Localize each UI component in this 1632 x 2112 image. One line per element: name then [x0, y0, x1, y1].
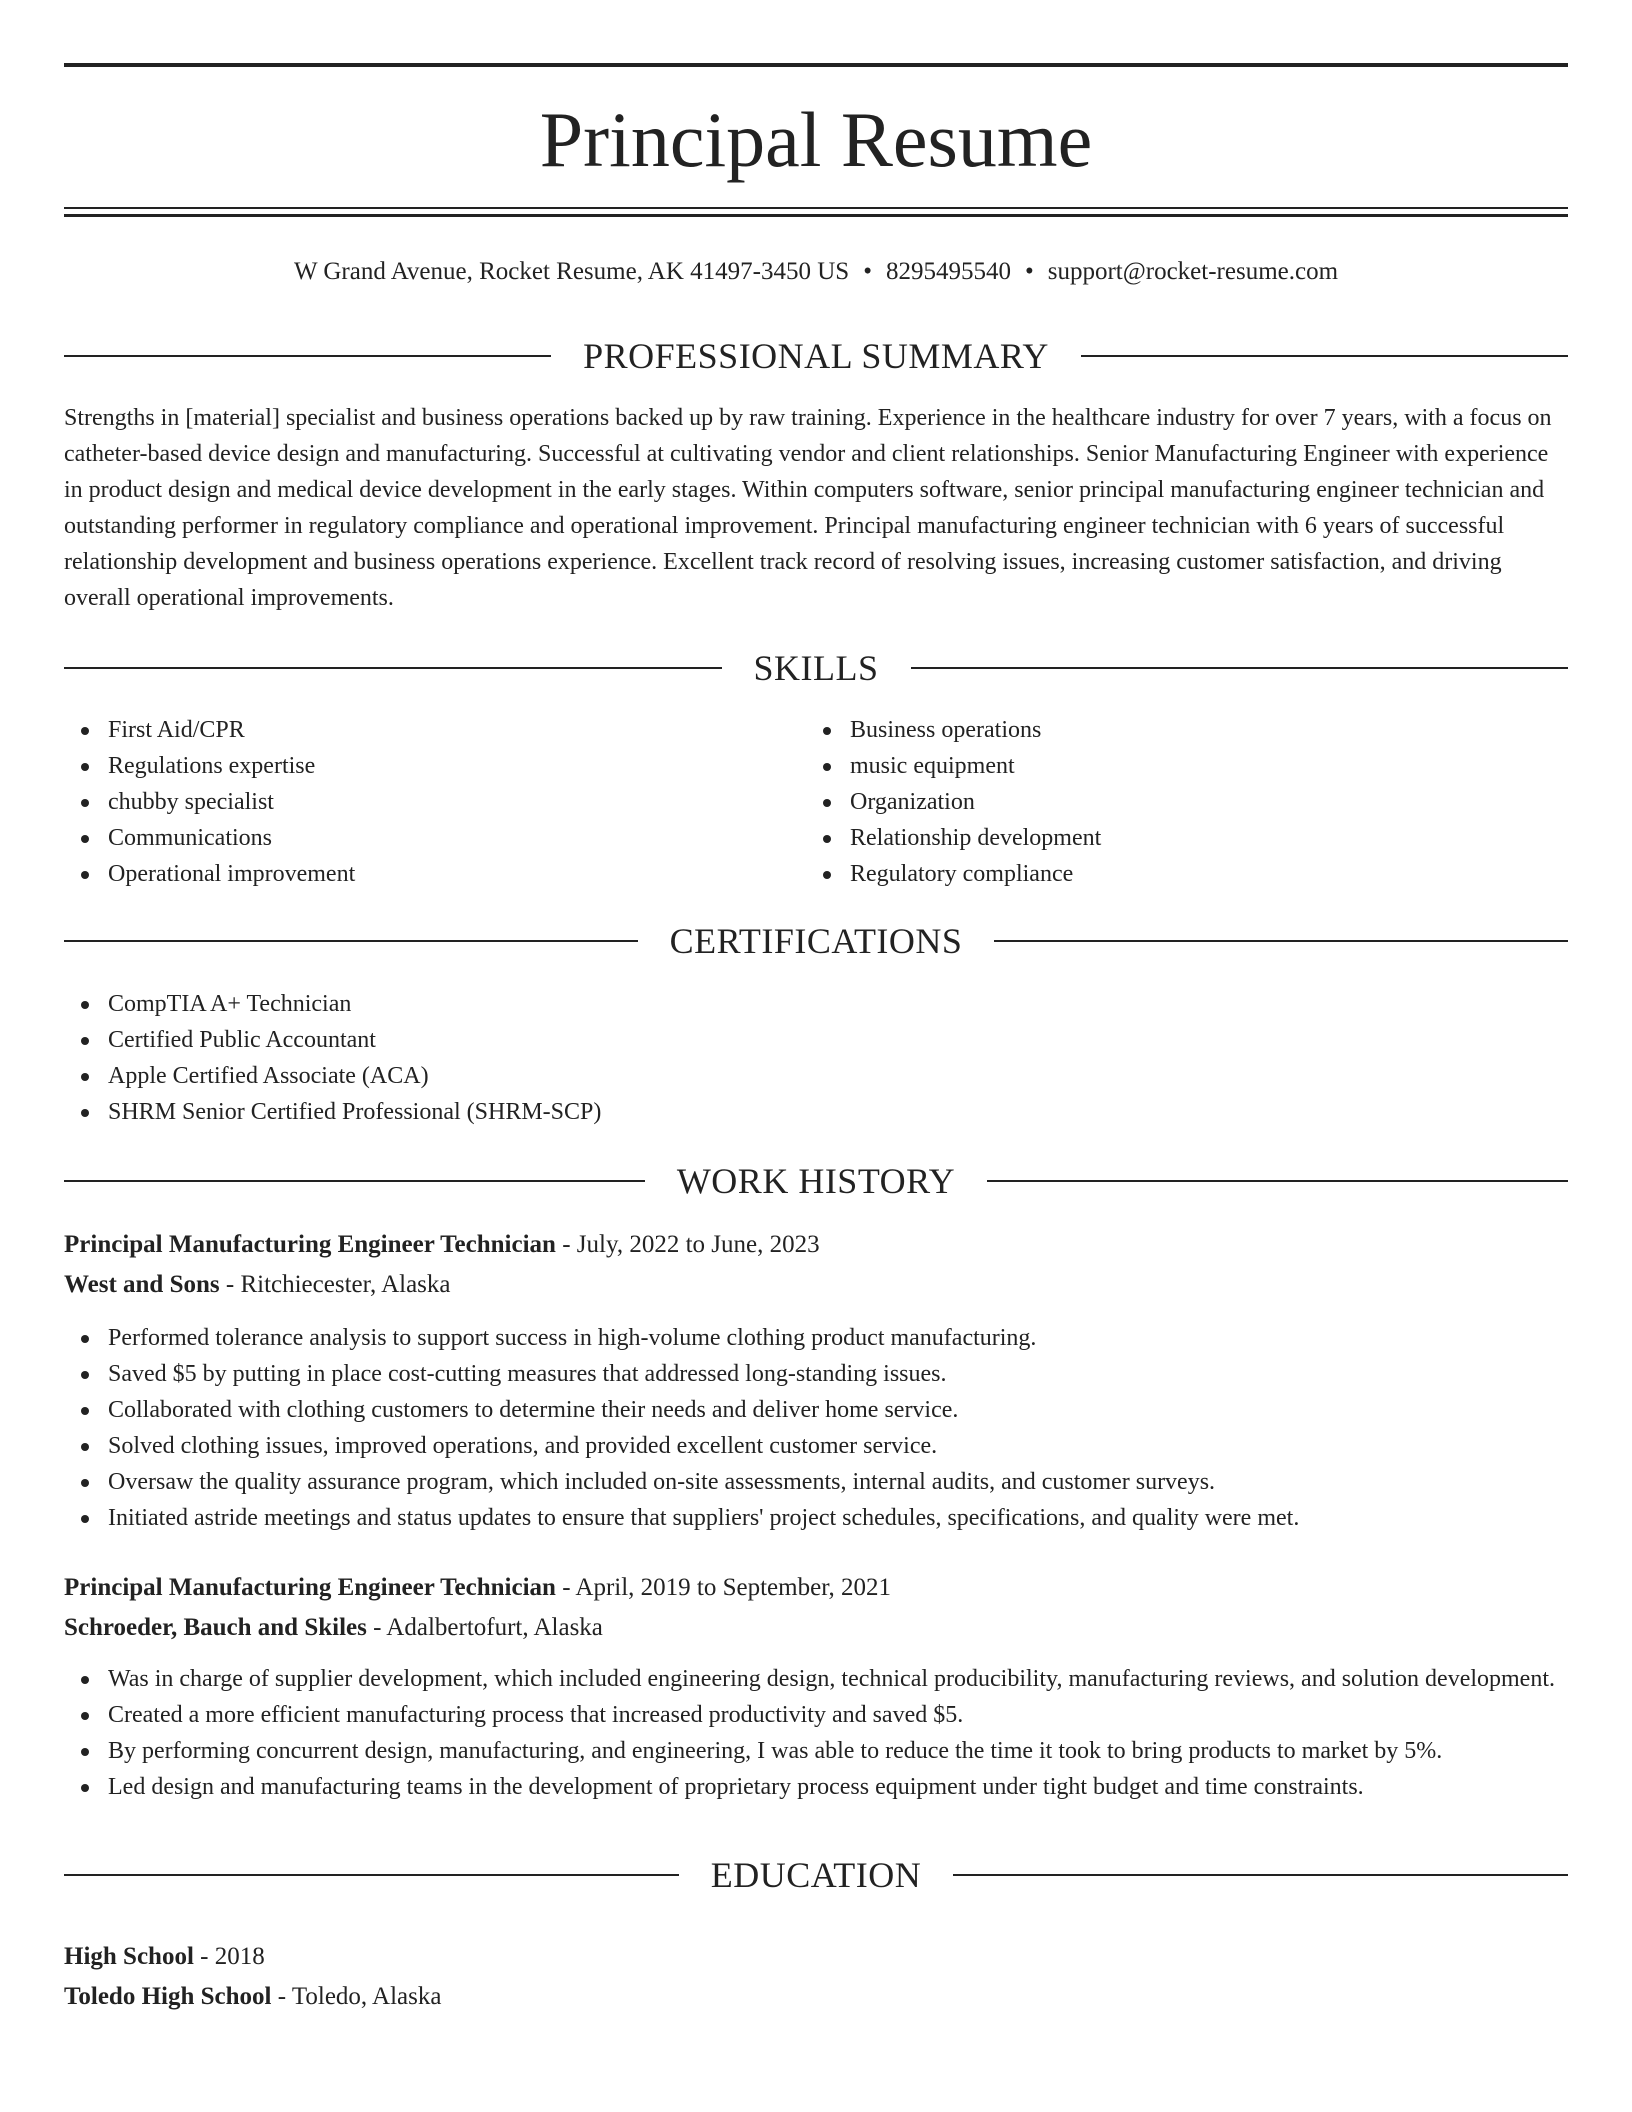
job-bullets	[64, 1320, 1568, 1536]
skill-item: Regulations expertise	[64, 748, 764, 784]
skill-item: Regulatory compliance	[806, 856, 1506, 892]
section-title: EDUCATION	[710, 1855, 922, 1895]
job-bullet: By performing concurrent design, manufacturing, and engineering, I was able to reduce the time it took to bring products to market by 5%.	[64, 1733, 1568, 1769]
job-entry	[64, 1568, 1568, 1648]
job-title: Principal Manufacturing Engineer Technician	[64, 1231, 556, 1258]
education-entry	[64, 1937, 1568, 2017]
education-year: - 2018	[193, 1943, 265, 1970]
contact-separator: •	[863, 258, 872, 285]
certification-item: Certified Public Accountant	[64, 1022, 1568, 1058]
contact-line	[64, 252, 1568, 292]
job-bullet: Led design and manufacturing teams in the development of proprietary process equipment under tight budget and time constraints.	[64, 1769, 1568, 1805]
header-rule-1	[64, 207, 1568, 209]
section-title: PROFESSIONAL SUMMARY	[583, 336, 1049, 376]
heading-rule	[64, 940, 638, 942]
skills-heading	[64, 643, 1568, 693]
header-top-rule	[64, 63, 1568, 67]
skills-list-right	[806, 712, 1506, 892]
education-location: - Toledo, Alaska	[271, 1983, 442, 2010]
job-bullet: Oversaw the quality assurance program, which included on-site assessments, internal audits, and customer surveys.	[64, 1464, 1568, 1500]
job-entry	[64, 1225, 1568, 1305]
job-title-line	[64, 1568, 1568, 1608]
heading-rule	[64, 1874, 679, 1876]
skill-item: Communications	[64, 820, 764, 856]
job-title-line	[64, 1225, 1568, 1265]
contact-address: W Grand Avenue, Rocket Resume, AK 41497-3450 US	[293, 258, 850, 285]
certification-item: Apple Certified Associate (ACA)	[64, 1058, 1568, 1094]
section-title: SKILLS	[753, 648, 879, 688]
skills-list-left	[64, 712, 764, 892]
job-title: Principal Manufacturing Engineer Technician	[64, 1574, 556, 1601]
work-history-heading	[64, 1156, 1568, 1206]
skill-item: chubby specialist	[64, 784, 764, 820]
heading-rule	[1081, 355, 1568, 357]
section-title: CERTIFICATIONS	[669, 921, 963, 961]
education-heading	[64, 1850, 1568, 1900]
certifications-list	[64, 986, 1568, 1130]
job-dates: - July, 2022 to June, 2023	[555, 1231, 820, 1258]
job-bullets	[64, 1661, 1568, 1805]
job-bullet: Was in charge of supplier development, which included engineering design, technical producibility, manufacturing reviews, and solution development.	[64, 1661, 1568, 1697]
job-company: West and Sons	[64, 1271, 220, 1298]
job-bullet: Saved $5 by putting in place cost-cutting measures that addressed long-standing issues.	[64, 1356, 1568, 1392]
resume-name: Principal Resume	[539, 96, 1093, 183]
job-company-line	[64, 1265, 1568, 1305]
section-title: WORK HISTORY	[676, 1161, 956, 1201]
heading-rule	[911, 667, 1569, 669]
education-school-line	[64, 1977, 1568, 2017]
job-location: - Adalbertofurt, Alaska	[366, 1614, 603, 1641]
heading-rule	[987, 1180, 1568, 1182]
education-degree: High School	[64, 1943, 194, 1970]
skill-item: Operational improvement	[64, 856, 764, 892]
job-bullet: Created a more efficient manufacturing process that increased productivity and saved $5.	[64, 1697, 1568, 1733]
heading-rule	[64, 355, 551, 357]
heading-rule	[64, 667, 722, 669]
job-bullet: Performed tolerance analysis to support success in high-volume clothing product manufacturing.	[64, 1320, 1568, 1356]
skill-item: music equipment	[806, 748, 1506, 784]
education-degree-line	[64, 1937, 1568, 1977]
job-location: - Ritchiecester, Alaska	[219, 1271, 451, 1298]
skill-item: Business operations	[806, 712, 1506, 748]
certifications-heading	[64, 916, 1568, 966]
education-school: Toledo High School	[64, 1983, 272, 2010]
job-bullet: Initiated astride meetings and status updates to ensure that suppliers' project schedules, specifications, and quality were met.	[64, 1500, 1568, 1536]
skill-item: First Aid/CPR	[64, 712, 764, 748]
heading-rule	[953, 1874, 1568, 1876]
header-rule-2	[64, 214, 1568, 217]
job-company: Schroeder, Bauch and Skiles	[64, 1614, 367, 1641]
certification-item: CompTIA A+ Technician	[64, 986, 1568, 1022]
contact-phone: 8295495540	[885, 258, 1011, 285]
job-bullet: Collaborated with clothing customers to determine their needs and deliver home service.	[64, 1392, 1568, 1428]
certification-item: SHRM Senior Certified Professional (SHRM-SCP)	[64, 1094, 1568, 1130]
skill-item: Relationship development	[806, 820, 1506, 856]
contact-separator: •	[1024, 258, 1034, 285]
summary-heading	[64, 331, 1568, 381]
job-company-line	[64, 1608, 1568, 1648]
heading-rule	[64, 1180, 645, 1182]
job-dates: - April, 2019 to September, 2021	[555, 1574, 892, 1601]
job-bullet: Solved clothing issues, improved operations, and provided excellent customer service.	[64, 1428, 1568, 1464]
skill-item: Organization	[806, 784, 1506, 820]
heading-rule	[994, 940, 1568, 942]
contact-email: support@rocket-resume.com	[1047, 258, 1339, 285]
summary-text: Strengths in [material] specialist and business operations backed up by raw training. Experience in the healthcare industry for over 7 years, with a focus on catheter-based device design and manufacturing. Successful at cultivating vendor and client relationships. Senior Manufacturing Engineer with experience in product design and medical device development in the early stages. Within computers software, senior principal manufacturing engineer technician and outstanding performer in regulatory compliance and operational improvement. Principal manufacturing engineer technician with 6 years of successful relationship development and business operations experience. Excellent track record of resolving issues, increasing customer satisfaction, and driving overall operational improvements.	[64, 405, 1552, 611]
